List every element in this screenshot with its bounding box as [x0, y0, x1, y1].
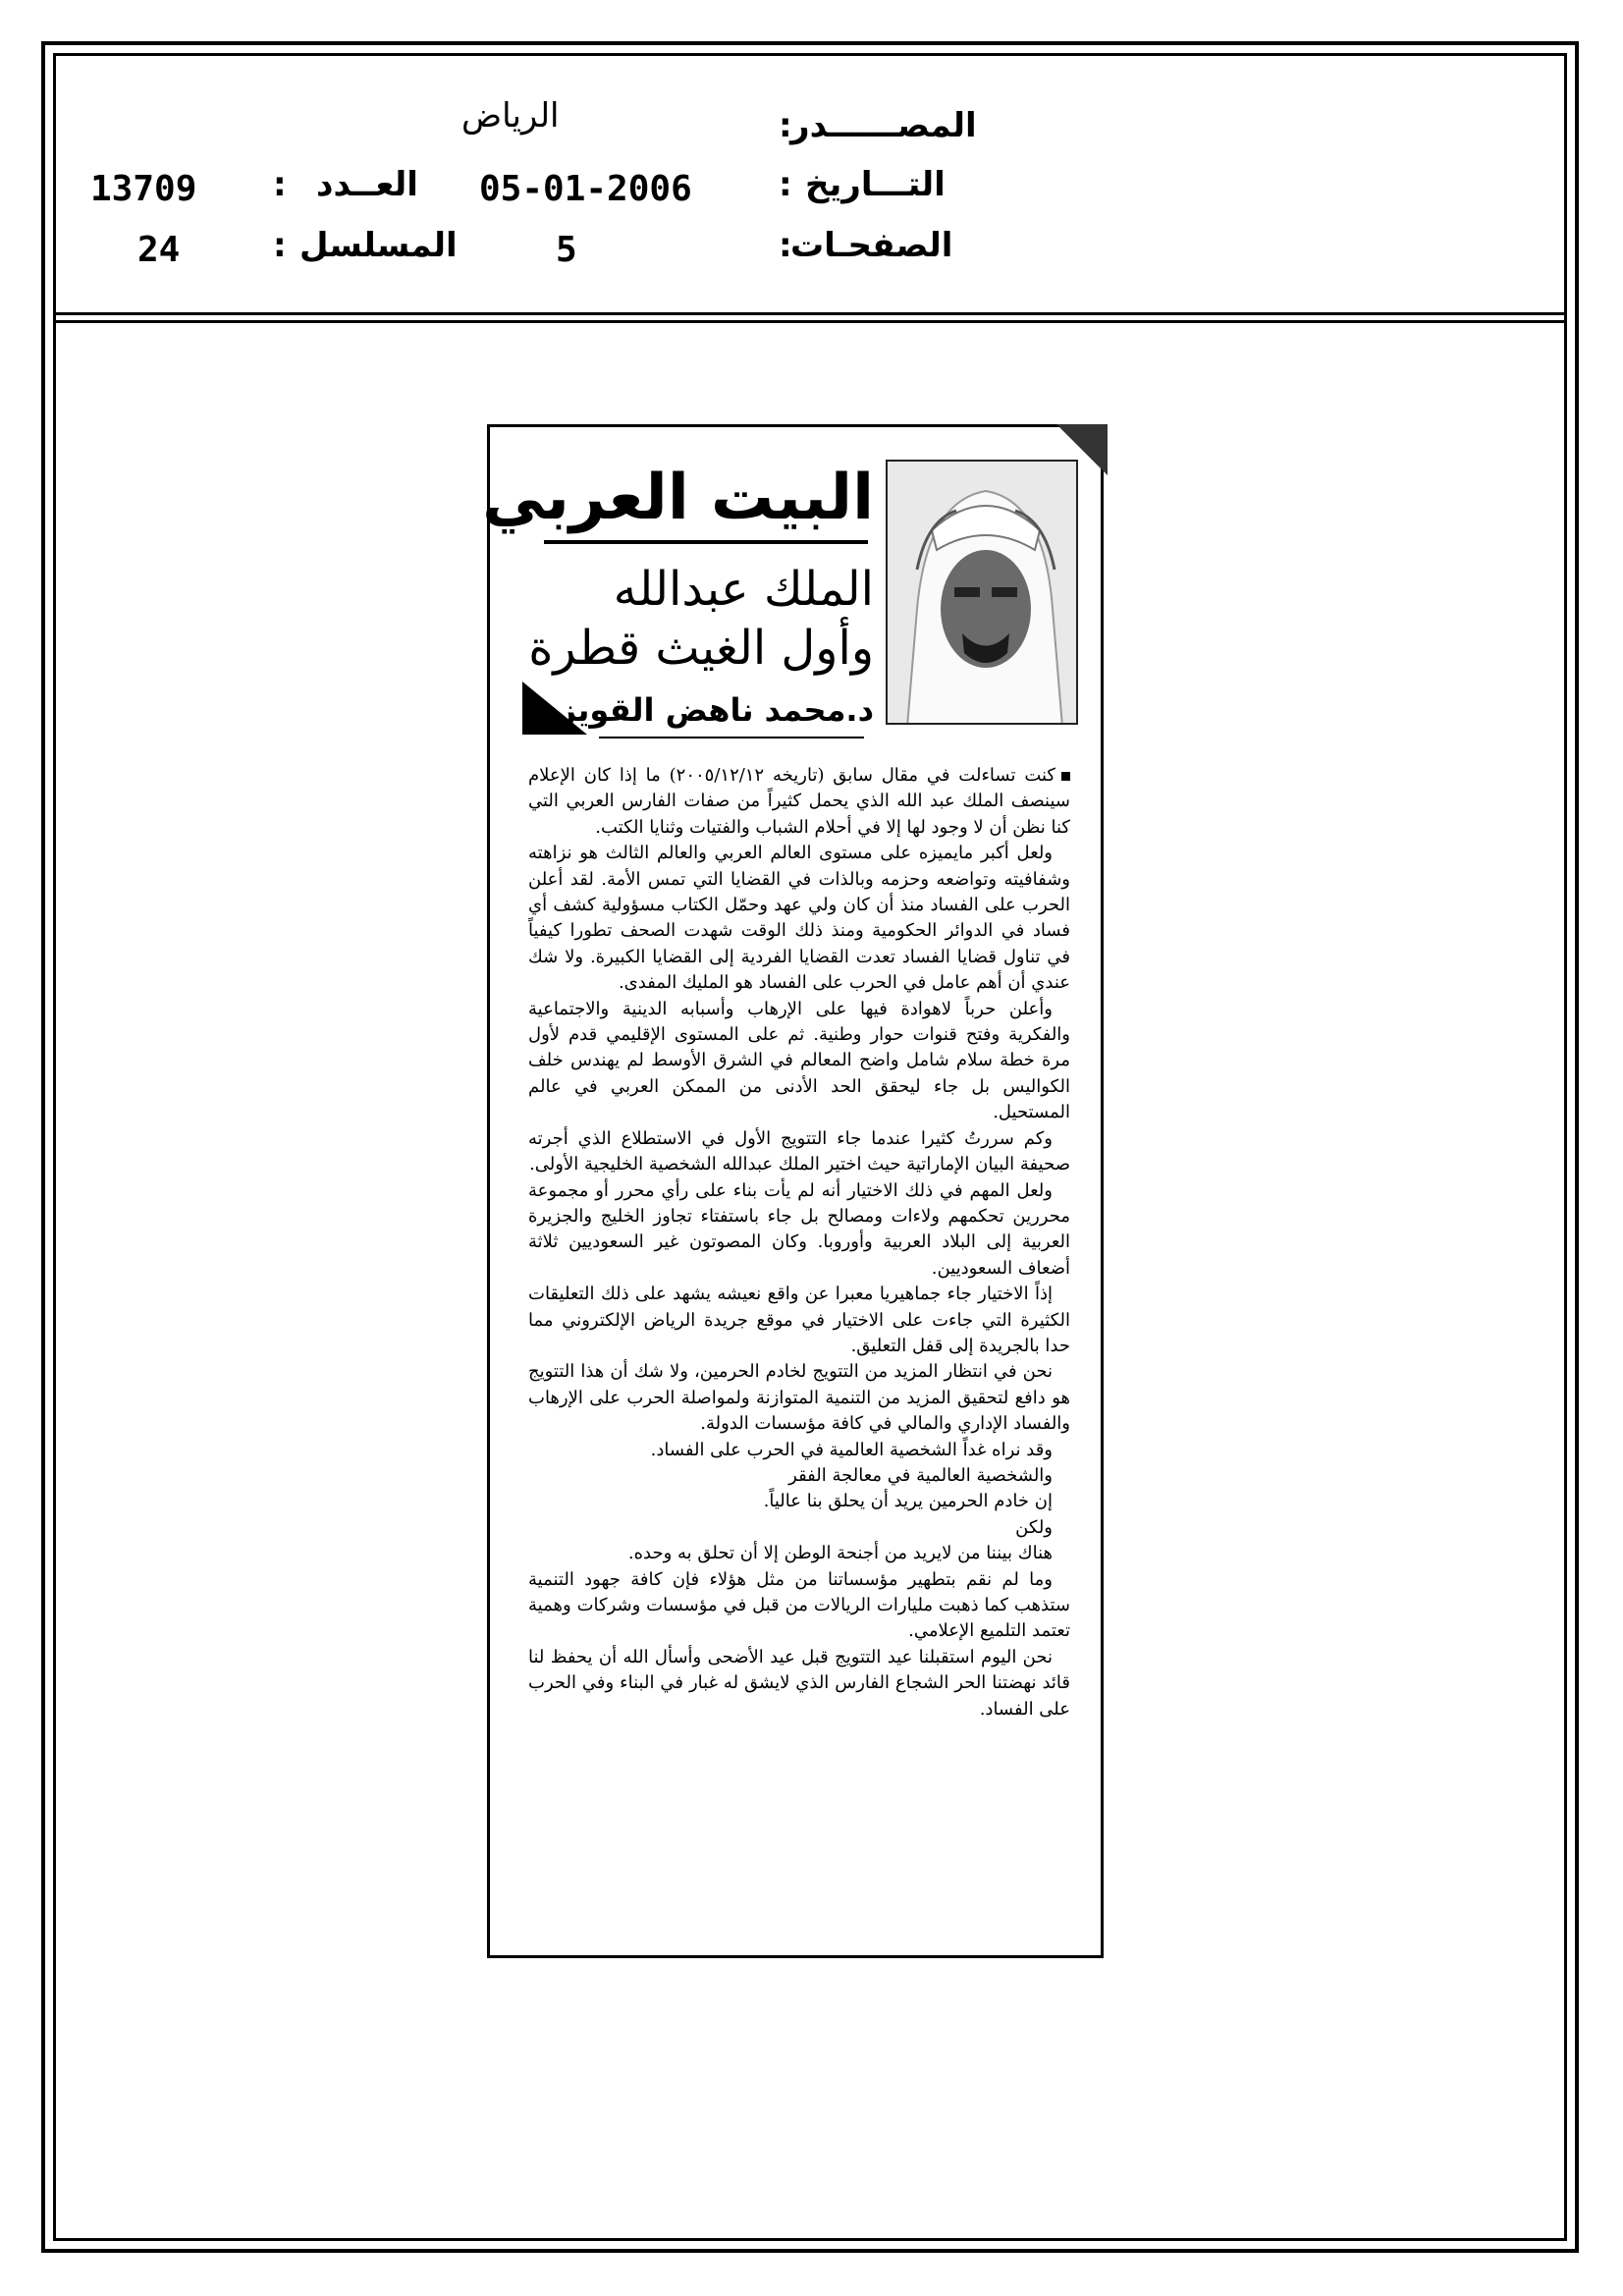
pages-label: الصفحـات	[790, 226, 953, 265]
header-separator-bottom	[53, 320, 1567, 323]
source-value: الرياض	[461, 96, 560, 136]
paragraph: نحن اليوم استقبلنا عيد التتويج قبل عيد الأضحى وأسأل الله أن يحفظ لنا قائد نهضتنا الحر الشجاع الفارس الذي لايشق له غبار في البناء وفي الحرب على الفساد.	[528, 1646, 1070, 1720]
paragraph: إذاً الاختيار جاء جماهيريا معبرا عن واقع نعيشه يشهد على ذلك التعليقات الكثيرة التي جاءت على الاختيار في موقع جريدة الرياض الإلكتروني مما حدا بالجريدة إلى قفل التعليق.	[528, 1284, 1070, 1356]
paragraph: نحن في انتظار المزيد من التتويج لخادم الحرمين، ولا شك أن هذا التتويج هو دافع لتحقيق المزيد من التنمية المتوازنة ولمواصلة الحرب على الإرهاب والفساد الإداري والمالي في كافة مؤسسات الدولة.	[528, 1361, 1070, 1435]
source-colon: :	[779, 106, 792, 145]
issue-colon: :	[273, 165, 287, 204]
paragraph: ولعل المهم في ذلك الاختيار أنه لم يأت بناء على رأي محرر أو مجموعة محررين تحكمهم ولاءات ومصالح بل جاء باستفتاء تجاوز الخليج والجزيرة العربية إلى البلاد العربية وأوروبا. وكان المصوتون غير السعوديين ثلاثة أضعاف السعوديين.	[528, 1179, 1070, 1279]
date-label: التـــاريخ	[805, 165, 946, 204]
paragraph: ولكن	[1015, 1516, 1053, 1538]
paragraph: وما لم نقم بتطهير مؤسساتنا من مثل هؤلاء فإن كافة جهود التنمية ستذهب كما ذهبت مليارات الريالات من قبل في مؤسسات وشركات وهمية تعتمد التلميع الإعلامي.	[528, 1568, 1070, 1642]
newspaper-clipping	[471, 424, 1119, 1974]
date-value: 05-01-2006	[479, 169, 692, 209]
serial-colon: :	[273, 226, 287, 265]
paragraph: ولعل أكبر مايميزه على مستوى العالم العربي والعالم الثالث هو نزاهته وشفافيته وتواضعه وحزمه وبالذات في القضايا التي تمس الأمة. لقد أعلن الحرب على الفساد منذ أن كان ولي عهد وحمّل الكتاب مسؤولية كشف أي فساد في الدوائر الحكومية ومنذ ذلك الوقت شهدت الصحف تطورا كيفياً في تناول قضايا الفساد تعدت القضايا الفردية إلى القضايا الكبيرة. ولا شك عندي أن أهم عامل في الحرب على الفساد هو المليك المفدى.	[528, 843, 1070, 994]
column-title: البيت العربي	[482, 462, 874, 534]
issue-label: العــدد	[316, 165, 418, 204]
serial-label: المسلسل	[299, 226, 458, 265]
source-label: المصــــــدر	[790, 106, 977, 145]
paragraph: وأعلن حرباً لاهوادة فيها على الإرهاب وأسبابه الدينية والاجتماعية والفكرية وفتح قنوات حوار وطنية. ثم على المستوى الإقليمي قدم لأول مرة خطة سلام شامل واضح المعالم في الشرق الأوسط لم يهندس خلف الكواليس بل جاء ليحقق الحد الأدنى من الممكن العربي في عالم المستحيل.	[528, 998, 1070, 1123]
pages-colon: :	[779, 226, 792, 265]
headline-line-2: وأول الغيث قطرة	[528, 621, 874, 676]
paragraph: هناك بيننا من لايريد من أجنحة الوطن إلا أن تحلق به وحده.	[627, 1543, 1053, 1564]
paragraph: إن خادم الحرمين يريد أن يحلق بنا عالياً.	[763, 1491, 1053, 1512]
bullet-square-icon	[1061, 772, 1070, 781]
headline-line-1: الملك عبدالله	[613, 562, 874, 617]
paragraph: وكم سررتُ كثيرا عندما جاء التتويج الأول في الاستطلاع الذي أجرته صحيفة البيان الإماراتية حيث اختير الملك عبدالله الشخصية الخليجية الأولى.	[528, 1127, 1070, 1175]
header-separator-top	[53, 312, 1567, 315]
issue-value: 13709	[90, 169, 197, 209]
paragraph: والشخصية العالمية في معالجة الفقر	[788, 1464, 1053, 1486]
paragraph: كنت تساءلت في مقال سابق (تاريخه ٢٠٠٥/١٢/١٢) ما إذا كان الإعلام سينصف الملك عبد الله الذي يحمل كثيراً من صفات الفارس العربي التي كنا نظن أن لا وجود لها إلا في أحلام الشباب والفتيات وثنايا الكتب.	[528, 765, 1070, 838]
author-name: د.محمد ناهض القويز	[558, 691, 874, 729]
serial-value: 24	[137, 230, 181, 270]
pages-value: 5	[556, 230, 577, 270]
article-body	[528, 763, 1070, 1722]
paragraph: وقد نراه غداً الشخصية العالمية في الحرب على الفساد.	[650, 1439, 1053, 1460]
author-rule	[599, 737, 864, 738]
author-photo	[886, 460, 1078, 725]
date-colon: :	[779, 165, 792, 204]
title-rule	[544, 540, 868, 544]
